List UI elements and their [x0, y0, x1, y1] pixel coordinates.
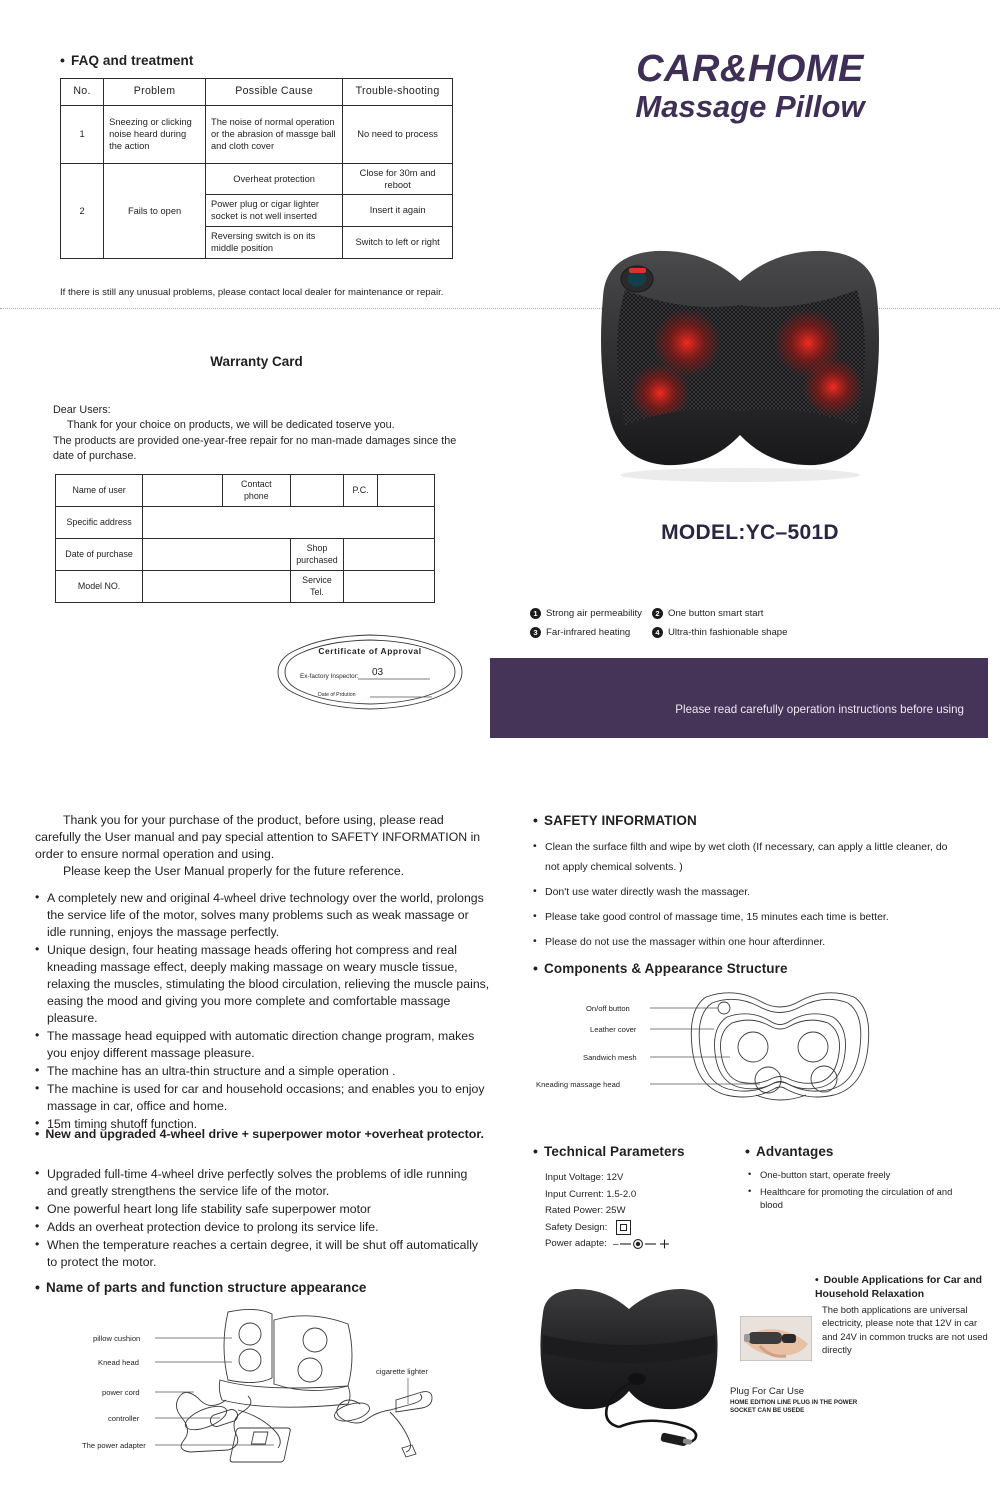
faq-section-title: • FAQ and treatment	[60, 52, 193, 68]
list-item: • Unique design, four heating massage heads offering hot compress and real kneading massage effect, deeply making massage on weary muscle tissue, relaxing the muscles, stimulating the blood circulation, relieving the muscle pains, easing the mood and giving you more complete and comfortable massage pleasure.	[35, 942, 490, 1027]
product-photo-massage-pillow	[565, 235, 915, 485]
faq-cell-problem: Sneezing or clicking noise heard during the action	[104, 105, 206, 163]
list-item: • When the temperature reaches a certain degree, it will be shut off automatically to protect the motor.	[35, 1237, 490, 1271]
upgrade-section-heading: • New and upgraded 4-wheel drive + superpower motor +overheat protector.	[35, 1126, 485, 1142]
number-3-icon: 3	[530, 627, 541, 638]
seal-inspector-label: Ex-factory Inspector:	[300, 673, 359, 680]
read-instructions-banner	[490, 658, 988, 738]
faq-cell-cause: Overheat protection	[206, 163, 343, 194]
feature-item-2	[652, 608, 763, 619]
feature-bullet-list	[35, 890, 490, 1134]
plug-caption-sub: HOME EDITION LINE PLUG IN THE POWER SOCKET CAN BE USEDE	[730, 1399, 858, 1414]
feature-item-4	[652, 627, 787, 638]
list-item: • The machine is used for car and household occasions; and enables you to enjoy massage in car, office and home.	[35, 1081, 490, 1115]
feature-row	[530, 627, 960, 638]
certificate-of-approval-seal	[270, 628, 470, 716]
warranty-label-name: Name of user	[56, 475, 143, 507]
faq-table	[60, 78, 453, 259]
tech-item-voltage: Input Voltage: 12V	[545, 1172, 624, 1183]
list-item: • One-button start, operate freely	[748, 1168, 963, 1181]
component-label-on-off-button: On/off button	[586, 1004, 630, 1013]
feature-item-3	[530, 627, 652, 638]
number-4-icon: 4	[652, 627, 663, 638]
table-row	[56, 507, 435, 539]
brand-line-1: CAR&HOME	[636, 48, 864, 90]
model-number: MODEL:YC–501D	[661, 521, 839, 544]
advantages-list	[748, 1168, 963, 1215]
table-row	[56, 475, 435, 507]
warranty-input-name[interactable]	[143, 475, 223, 507]
seal-inspector-value: 03	[372, 667, 384, 678]
parts-label-cigarette-lighter: cigarette lighter	[376, 1367, 428, 1376]
faq-header-problem: Problem	[104, 79, 206, 106]
tech-item-current: Input Current: 1.5-2.0	[545, 1188, 637, 1200]
warranty-card-title: Warranty Card	[210, 354, 303, 369]
faq-cell-no: 2	[61, 163, 104, 258]
faq-cell-fix: Close for 30m and reboot	[343, 163, 453, 194]
table-row	[56, 539, 435, 571]
seal-date-label: Date of Prdution	[318, 692, 356, 698]
warranty-input-date[interactable]	[143, 539, 291, 571]
faq-cell-no: 1	[61, 105, 104, 163]
warranty-intro	[53, 403, 473, 464]
faq-cell-cause: The noise of normal operation or the abrasion of massge ball and cloth cover	[206, 105, 343, 163]
feature-label-3: Far-infrared heating	[546, 627, 631, 638]
component-label-leather-cover: Leather cover	[590, 1025, 637, 1034]
banner-text: Please read carefully operation instructions before using	[675, 703, 964, 716]
list-item: • Adds an overheat protection device to prolong its service life.	[35, 1219, 490, 1236]
warranty-label-date: Date of purchase	[56, 539, 143, 571]
warranty-input-pc[interactable]	[378, 475, 435, 507]
upgrade-bullet-list	[35, 1166, 490, 1272]
faq-footnote: If there is still any unusual problems, please contact local dealer for maintenance or repair.	[60, 287, 444, 298]
table-header-row	[61, 79, 453, 106]
warranty-label-shop: Shop purchased	[290, 539, 343, 571]
list-item: • The machine has an ultra-thin structure and a simple operation .	[35, 1063, 490, 1080]
parts-label-controller: controller	[108, 1414, 140, 1423]
warranty-intro-line2: The products are provided one-year-free repair for no man-made	[53, 434, 363, 447]
feature-row	[530, 608, 960, 619]
list-item: • Don't use water directly wash the massager.	[533, 883, 963, 903]
svg-text:–: –	[612, 1239, 619, 1251]
warranty-salutation: Dear Users:	[53, 404, 111, 416]
table-row	[56, 571, 435, 603]
components-appearance-diagram	[528, 985, 948, 1105]
table-row	[61, 163, 453, 194]
faq-cell-fix: Switch to left or right	[343, 226, 453, 258]
dc-polarity-icon	[613, 1238, 671, 1250]
tech-item-safety-design	[545, 1220, 725, 1237]
faq-cell-problem: Fails to open	[104, 163, 206, 258]
faq-cell-fix: No need to process	[343, 105, 453, 163]
double-applications-body: The both applications are universal electricity, please note that 12V in car and 24V in common trucks are not used directly	[822, 1304, 988, 1356]
warranty-intro-line1: Thank for your choice on products, we will be dedicated toserve you.	[67, 419, 395, 432]
tech-item-power-adapter	[545, 1236, 725, 1253]
car-plug-photo	[740, 1316, 812, 1361]
warranty-label-servicetel: Service Tel.	[290, 571, 343, 603]
plug-caption	[730, 1386, 860, 1415]
list-item: • Healthcare for promoting the circulation of and blood	[748, 1185, 963, 1211]
faq-cell-cause: Reversing switch is on its middle position	[206, 226, 343, 258]
list-item: • Please take good control of massage time, 15 minutes each time is better.	[533, 908, 963, 928]
parts-label-pillow-cushion: pillow cushion	[93, 1334, 141, 1343]
plug-caption-title: Plug For Car Use	[730, 1386, 805, 1397]
list-item: • A completely new and original 4-wheel drive technology over the world, prolongs the service life of the motor, solves many problems such as weak massage or idle running, enjoys the massage perfectly.	[35, 890, 490, 941]
feature-label-1: Strong air permeability	[546, 608, 642, 619]
technical-parameters-heading: • Technical Parameters	[533, 1143, 685, 1159]
technical-parameters-list	[545, 1170, 725, 1253]
warranty-input-phone[interactable]	[290, 475, 343, 507]
feature-label-4: Ultra-thin fashionable shape	[668, 627, 788, 638]
faq-header-fix: Trouble-shooting	[343, 79, 453, 106]
number-1-icon: 1	[530, 608, 541, 619]
list-item: • One powerful heart long life stability safe superpower motor	[35, 1201, 490, 1218]
intro-paragraph-1: Thank you for your purchase of the product, before using, please read carefully the User manual and pay special attention to SAFETY INFORMATION in order to ensure normal operation and using.	[35, 813, 481, 861]
parts-label-power-cord: power cord	[102, 1388, 140, 1397]
warranty-input-servicetel[interactable]	[344, 571, 435, 603]
feature-list	[530, 608, 960, 646]
intro-paragraph-2: Please keep the User Manual properly for the future reference.	[63, 863, 405, 878]
parts-label-knead-head: Knead head	[98, 1358, 139, 1367]
safety-design-label: Safety Design:	[545, 1221, 608, 1233]
safety-information-heading: • SAFETY INFORMATION	[533, 812, 697, 828]
faq-cell-cause: Power plug or cigar lighter socket is not well inserted	[206, 194, 343, 226]
class-two-insulation-icon	[616, 1220, 631, 1235]
warranty-input-address[interactable]	[143, 507, 435, 539]
warranty-label-model: Model NO.	[56, 571, 143, 603]
parts-label-power-adapter: The power adapter	[82, 1441, 146, 1450]
feature-label-2: One button smart start	[668, 608, 764, 619]
list-item: • 15m timing shutoff function.	[35, 1116, 490, 1133]
list-item: • Please do not use the massager within one hour afterdinner.	[533, 933, 963, 953]
safety-bullet-list	[533, 838, 963, 958]
parts-section-heading: • Name of parts and function structure appearance	[35, 1279, 367, 1295]
component-label-kneading-massage-head: Kneading massage head	[536, 1080, 621, 1089]
list-item: • Upgraded full-time 4-wheel drive perfectly solves the problems of idle running and greatly strengthens the service life of the motor.	[35, 1166, 490, 1200]
list-item: • The massage head equipped with automatic direction change program, makes you enjoy different massage pleasure.	[35, 1028, 490, 1062]
warranty-table	[55, 474, 435, 603]
faq-cell-fix: Insert it again	[343, 194, 453, 226]
power-adapter-label: Power adapte:	[545, 1238, 607, 1249]
warranty-label-phone: Contact phone	[222, 475, 290, 507]
warranty-input-model[interactable]	[143, 571, 291, 603]
faq-header-cause: Possible Cause	[206, 79, 343, 106]
double-applications-heading: • Double Applications for Car and Household Relaxation	[815, 1274, 990, 1301]
intro-paragraphs	[35, 812, 490, 880]
number-2-icon: 2	[652, 608, 663, 619]
brand-line-2: Massage Pillow	[635, 88, 865, 124]
advantages-heading: • Advantages	[745, 1143, 834, 1159]
component-label-sandwich-mesh: Sandwich mesh	[583, 1053, 637, 1062]
tech-item-power: Rated Power: 25W	[545, 1205, 626, 1216]
seal-title: Certificate of Approval	[318, 646, 422, 656]
brand-title	[540, 50, 960, 124]
feature-item-1	[530, 608, 652, 619]
warranty-label-pc: P.C.	[344, 475, 378, 507]
parts-structure-diagram	[60, 1300, 460, 1480]
table-row	[61, 105, 453, 163]
warranty-intro-line3: damages since the date of purchase.	[53, 434, 457, 462]
faq-header-no: No.	[61, 79, 104, 106]
warranty-label-address: Specific address	[56, 507, 143, 539]
pillow-rear-photo	[533, 1283, 733, 1453]
list-item: • Clean the surface filth and wipe by wet cloth (If necessary, can apply a little cleaner, do not apply chemical solvents. )	[533, 838, 963, 878]
warranty-input-shop[interactable]	[344, 539, 435, 571]
components-heading: • Components & Appearance Structure	[533, 960, 788, 976]
